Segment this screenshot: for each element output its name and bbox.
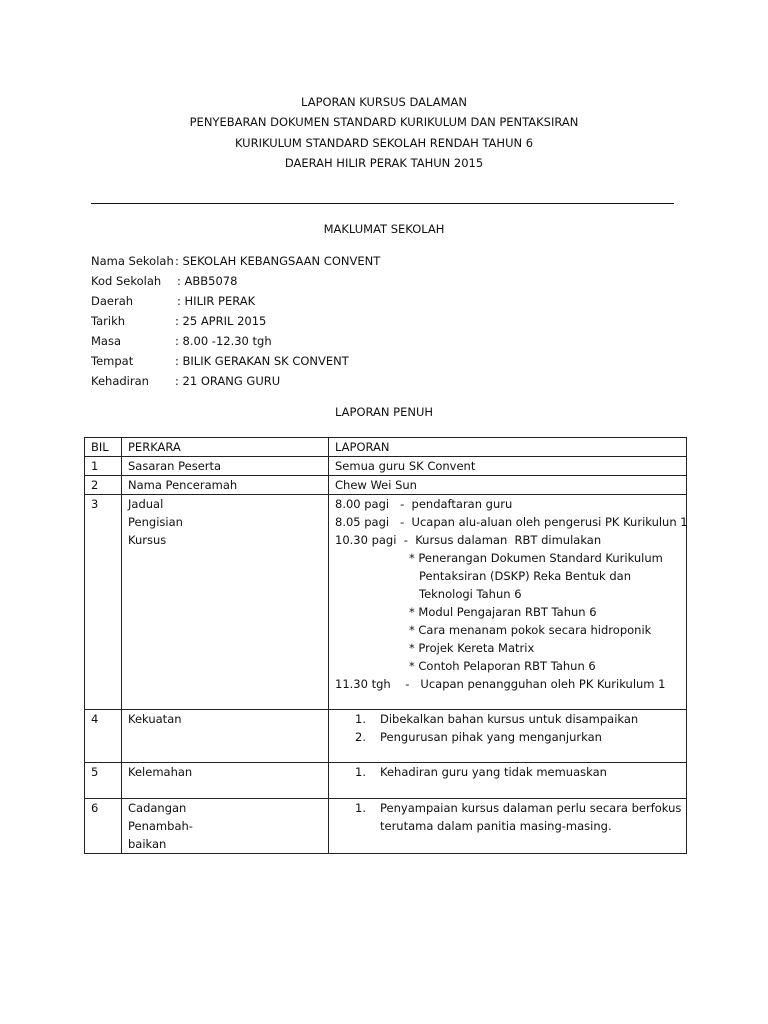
list-text: Kehadiran guru yang tidak memuaskan	[380, 765, 607, 779]
cell-laporan-jadual	[329, 495, 687, 710]
report-subtitle-2: KURIKULUM STANDARD SEKOLAH RENDAH TAHUN 6	[234, 136, 534, 150]
list-text: Pengurusan pihak yang menganjurkan	[380, 730, 602, 744]
perkara-line: baikan	[128, 837, 167, 851]
info-label: Nama Sekolah	[91, 254, 174, 268]
list-number: 2.	[355, 730, 366, 744]
list-number: 1.	[355, 712, 366, 726]
info-value: : 25 APRIL 2015	[175, 314, 267, 328]
table-row	[85, 495, 687, 710]
schedule-bullet: * Contoh Pelaporan RBT Tahun 6	[409, 659, 596, 673]
schedule-bullet: * Cara menanam pokok secara hidroponik	[409, 623, 652, 637]
schedule-line: 8.05 pagi - Ucapan alu-aluan oleh pengerusi PK Kurikulun 1	[335, 515, 688, 529]
cell-perkara: Kelemahan	[122, 763, 329, 799]
schedule-bullet-continuation: Pentaksiran (DSKP) Reka Bentuk dan	[419, 569, 631, 583]
cell-bil: 2	[85, 476, 122, 495]
schedule-line: 11.30 tgh - Ucapan penangguhan oleh PK Kurikulum 1	[335, 677, 666, 691]
laporan-penuh-heading: LAPORAN PENUH	[334, 405, 434, 419]
report-table	[84, 437, 687, 854]
info-label: Masa	[91, 334, 122, 348]
report-subtitle-1: PENYEBARAN DOKUMEN STANDARD KURIKULUM DAN PENTAKSIRAN	[189, 115, 579, 129]
cell-perkara: Kekuatan	[122, 710, 329, 763]
info-value: : BILIK GERAKAN SK CONVENT	[175, 354, 349, 368]
list-item	[335, 728, 682, 746]
info-label: Kehadiran	[91, 374, 149, 388]
kelemahan-list	[335, 763, 682, 781]
cell-laporan: Chew Wei Sun	[329, 476, 687, 495]
cell-perkara: Sasaran Peserta	[122, 457, 329, 476]
schedule-bullet: * Modul Pengajaran RBT Tahun 6	[409, 605, 597, 619]
info-value: : HILIR PERAK	[177, 294, 256, 308]
cell-bil: 6	[85, 799, 122, 854]
column-header-bil: BIL	[85, 438, 122, 457]
column-header-perkara: PERKARA	[122, 438, 329, 457]
info-value: : ABB5078	[177, 274, 238, 288]
cell-perkara	[122, 799, 329, 854]
cell-bil: 4	[85, 710, 122, 763]
cell-bil: 1	[85, 457, 122, 476]
column-header-laporan: LAPORAN	[329, 438, 687, 457]
cell-perkara: Nama Penceramah	[122, 476, 329, 495]
schedule-bullet-continuation: Teknologi Tahun 6	[419, 587, 522, 601]
cadangan-list	[335, 799, 682, 835]
perkara-line: Pengisian	[128, 515, 183, 529]
perkara-line: Penambah-	[128, 819, 193, 833]
cell-laporan: Semua guru SK Convent	[329, 457, 687, 476]
list-item	[335, 799, 682, 835]
maklumat-sekolah-heading: MAKLUMAT SEKOLAH	[323, 222, 445, 236]
info-label: Tempat	[91, 354, 134, 368]
list-item	[335, 710, 682, 728]
cell-bil: 5	[85, 763, 122, 799]
list-text: Penyampaian kursus dalaman perlu secara berfokus terutama dalam panitia masing-masing.	[380, 801, 682, 833]
info-value: : 8.00 -12.30 tgh	[175, 334, 272, 348]
schedule-line: 8.00 pagi - pendaftaran guru	[335, 497, 513, 511]
cell-laporan	[329, 763, 687, 799]
cell-perkara	[122, 495, 329, 710]
divider-line	[91, 203, 674, 204]
info-value: : SEKOLAH KEBANGSAAN CONVENT	[175, 254, 381, 268]
table-row	[85, 476, 687, 495]
list-text: Dibekalkan bahan kursus untuk disampaikan	[380, 712, 639, 726]
table-row	[85, 457, 687, 476]
perkara-line: Kursus	[128, 533, 167, 547]
schedule-bullet: * Projek Kereta Matrix	[409, 641, 535, 655]
cell-laporan	[329, 799, 687, 854]
perkara-line: Cadangan	[128, 801, 187, 815]
cell-bil: 3	[85, 495, 122, 710]
table-row	[85, 763, 687, 799]
table-header-row	[85, 438, 687, 457]
report-subtitle-3: DAERAH HILIR PERAK TAHUN 2015	[284, 156, 484, 170]
info-label: Kod Sekolah	[91, 274, 162, 288]
perkara-line: Jadual	[128, 497, 164, 511]
kekuatan-list	[335, 710, 682, 746]
list-item	[335, 763, 682, 781]
table-row	[85, 710, 687, 763]
list-number: 1.	[355, 765, 366, 779]
info-label: Daerah	[91, 294, 134, 308]
info-label: Tarikh	[91, 314, 126, 328]
schedule-line: 10.30 pagi - Kursus dalaman RBT dimulakan	[335, 533, 602, 547]
list-number: 1.	[355, 801, 366, 815]
cell-laporan	[329, 710, 687, 763]
table-row	[85, 799, 687, 854]
info-value: : 21 ORANG GURU	[175, 374, 281, 388]
report-title: LAPORAN KURSUS DALAMAN	[301, 95, 467, 109]
schedule-bullet: * Penerangan Dokumen Standard Kurikulum	[409, 551, 663, 565]
